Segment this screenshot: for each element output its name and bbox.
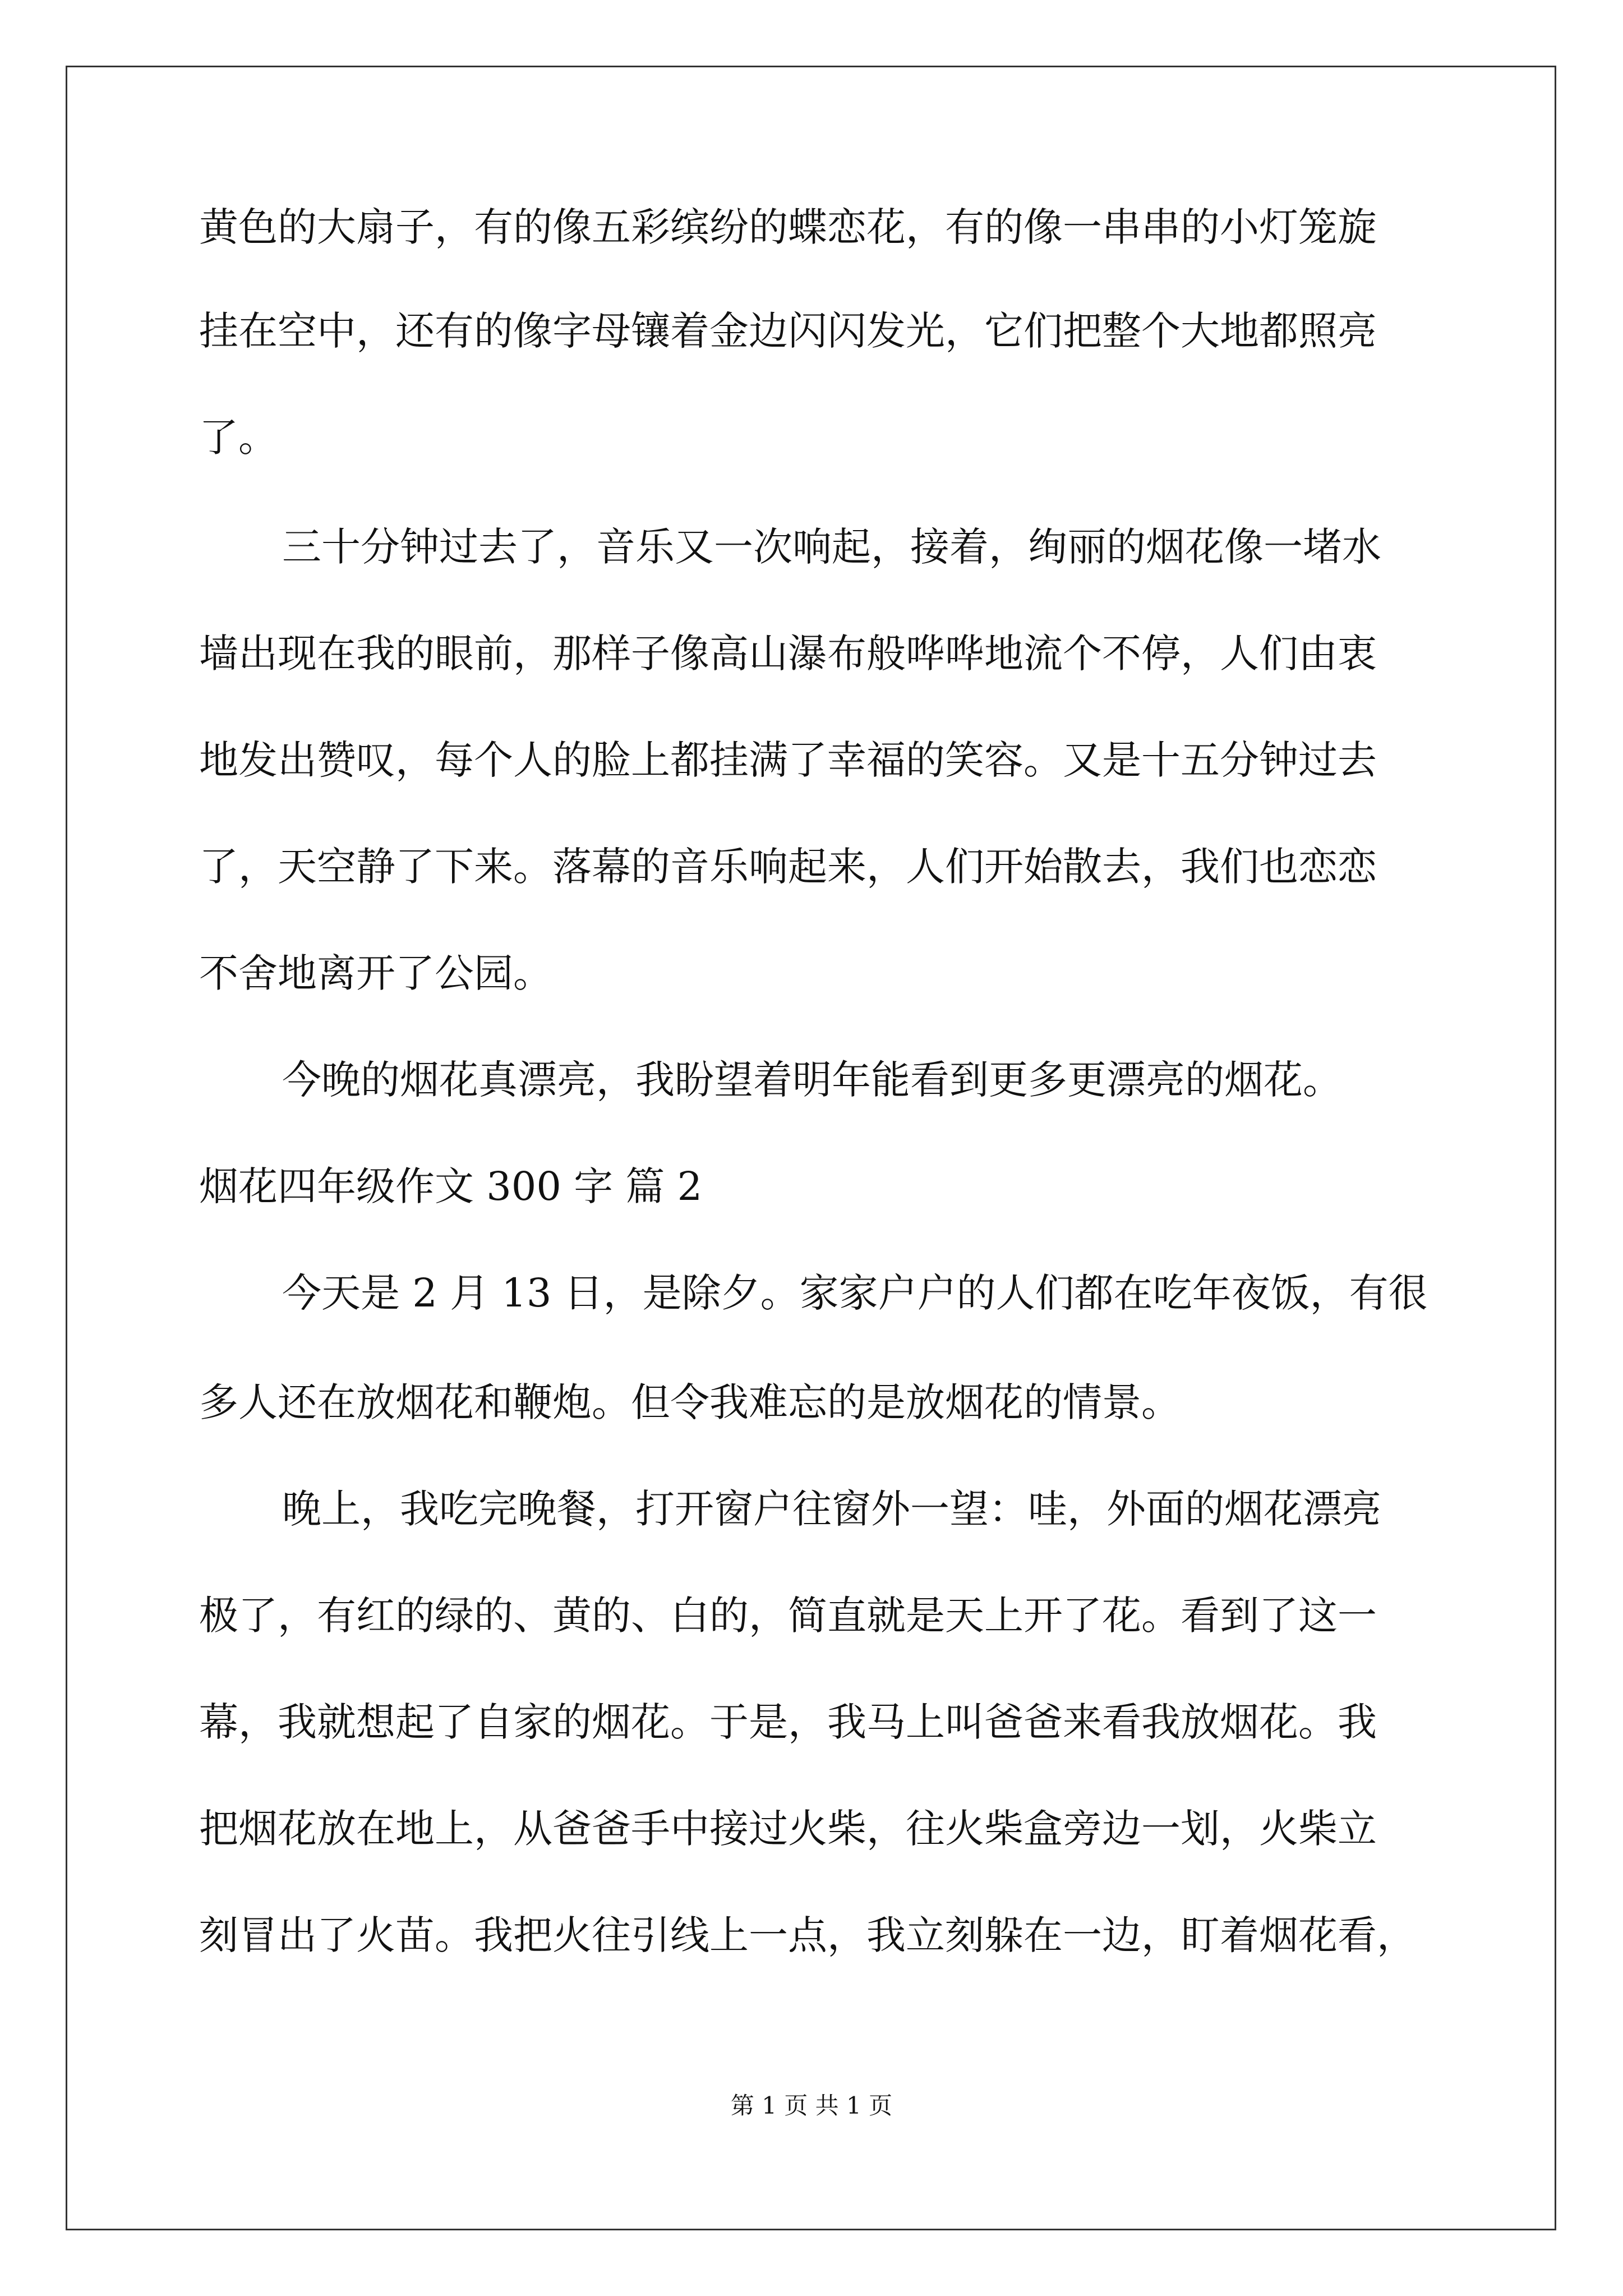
text-line: 刻冒出了火苗。我把火往引线上一点，我立刻躲在一边，盯着烟花看， [199, 1912, 1416, 1958]
text-line: 墙出现在我的眼前，那样子像高山瀑布般哗哗地流个不停，人们由衷 [199, 631, 1377, 677]
text-line: 地发出赞叹，每个人的脸上都挂满了幸福的笑容。又是十五分钟过去 [199, 737, 1377, 783]
section-heading: 烟花四年级作文 300 字 篇 2 [199, 1163, 703, 1209]
text-line: 晚上，我吃完晚餐，打开窗户往窗外一望：哇，外面的烟花漂亮 [282, 1486, 1381, 1532]
page-border [66, 66, 1556, 2230]
page-footer: 第 1 页 共 1 页 [730, 2092, 893, 2119]
text-line: 今天是 2 月 13 日，是除夕。家家户户的人们都在吃年夜饭，有很 [282, 1270, 1428, 1316]
text-line: 极了，有红的绿的、黄的、白的，简直就是天上开了花。看到了这一 [199, 1593, 1377, 1639]
text-line: 三十分钟过去了，音乐又一次响起，接着，绚丽的烟花像一堵水 [282, 524, 1381, 570]
text-line: 不舍地离开了公园。 [199, 950, 552, 996]
text-line: 了，天空静了下来。落幕的音乐响起来，人们开始散去，我们也恋恋 [199, 844, 1377, 890]
text-line: 黄色的大扇子，有的像五彩缤纷的蝶恋花，有的像一串串的小灯笼旋 [199, 204, 1377, 250]
text-line: 挂在空中，还有的像字母镶着金边闪闪发光，它们把整个大地都照亮 [199, 308, 1377, 354]
text-line: 把烟花放在地上，从爸爸手中接过火柴，往火柴盒旁边一划，火柴立 [199, 1806, 1377, 1852]
text-line: 幕，我就想起了自家的烟花。于是，我马上叫爸爸来看我放烟花。我 [199, 1699, 1377, 1745]
text-line: 今晚的烟花真漂亮，我盼望着明年能看到更多更漂亮的烟花。 [282, 1057, 1342, 1103]
text-line: 多人还在放烟花和鞭炮。但令我难忘的是放烟花的情景。 [199, 1379, 1181, 1425]
text-line: 了。 [199, 415, 278, 461]
